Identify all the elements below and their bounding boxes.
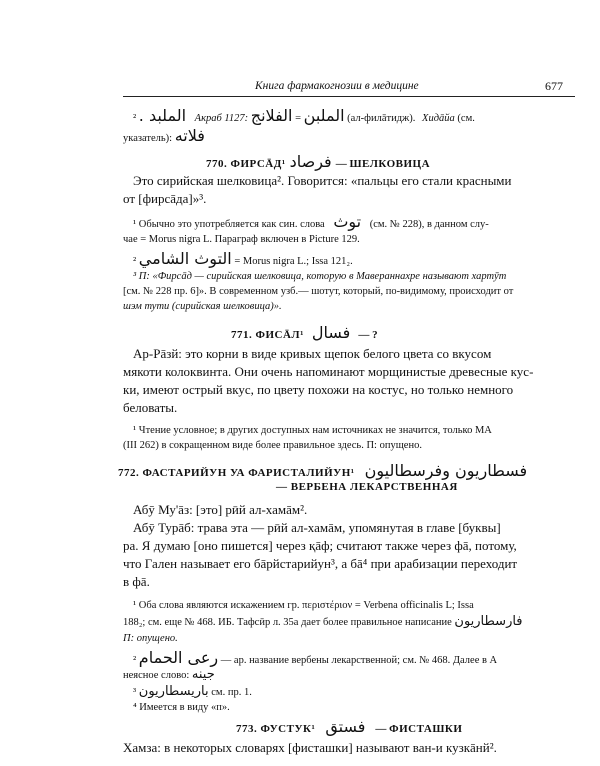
entry-772-heading-2: — ВЕРБЕНА ЛЕКАРСТВЕННАЯ <box>276 481 458 493</box>
entry-772-fn2-line1: ² رعى الحمام — ар. название вербены лекарственной; см. № 468. Далее в А <box>133 648 498 667</box>
footnote-top-line2: указатель): فلاته <box>123 126 205 145</box>
entry-770-text-1: Это сирийская шелковица². Говорится: «пальцы его стали красными <box>133 173 512 188</box>
page-number: 677 <box>545 79 563 93</box>
entry-770-text-2: от [фирсāда]»³. <box>123 191 207 206</box>
entry-772-text-4: что Гален называет его бāрйстарийун³, а бā⁴ при арабизации переходит <box>123 556 518 571</box>
entry-772-heading: 772. ФАСТАРИЙУН УА ФАРИСТАЛИЙУН¹ فسطاريون وفرسطاليون <box>118 461 528 480</box>
entry-770-heading: 770. ФИРСĀД¹ فرصاد — ШЕЛКОВИЦА <box>206 152 431 171</box>
header-rule <box>123 96 575 97</box>
entry-772-fn3: ³ باريسطاريون см. пр. 1. <box>133 684 252 699</box>
entry-770-fn1-line2: чае = Morus nigra L. Параграф включен в Picture 129. <box>123 234 360 245</box>
running-header: Книга фармакогнозии в медицине <box>255 80 419 92</box>
footnote-top-line1: ² الملبد . Акраб 1127: الملبن = الفلانج (ал-филāтидж). Хидāйа (см. <box>133 106 475 125</box>
entry-771-text-1: Ар-Рāзй: это корни в виде кривых щепок белого цвета со вкусом <box>133 346 492 361</box>
entry-772-fn4: ⁴ Имеется в виду «п». <box>133 702 230 713</box>
entry-772-text-3: ра. Я думаю [оно пишется] через қāф; считают также через фā, потому, <box>123 538 517 553</box>
entry-770-fn3-line2: [см. № 228 пр. 6]». В современном узб.— шотут, который, по-видимому, происходит от <box>123 286 514 297</box>
entry-770-fn3-line1: ³ П: «Фирсāд — сирийская шелковица, которую в Мавераннахре называют хартӯт <box>133 271 507 282</box>
entry-771-fn1-line1: ¹ Чтение условное; в других доступных нам источниках не значится, только MA <box>133 425 492 436</box>
entry-772-fn2-line2: неясное слово: جينه <box>123 667 215 682</box>
entry-772-text-2: Абӯ Турāб: трава эта — рӣй ал-хамāм, упомянутая в главе [буквы] <box>133 520 501 535</box>
entry-772-fn1-line1: ¹ Оба слова являются искажением гр. περιστέριον = Verbena officinalis L; Issa <box>133 600 474 611</box>
entry-770-fn2: ² التوث الشامي = Morus nigra L.; Issa 121₂. <box>133 249 353 268</box>
entry-772-fn1-line2: 188₂; см. еще № 468. ИБ. Тафсӣр л. 35а дает более правильное написание فارسطاريون <box>123 614 523 629</box>
entry-770-fn1-line1: ¹ Обычно это употребляется как син. слова توث (см. № 228), в данном слу- <box>133 212 489 231</box>
entry-771-text-4: беловаты. <box>123 400 178 415</box>
entry-771-text-2: мякоти колоквинта. Они очень напоминают морщинистые древесные кус- <box>123 364 534 379</box>
entry-773-heading: 773. ФУСТУК¹ فستق — ФИСТАШКИ <box>236 717 463 736</box>
entry-773-text-1: Хамза: в некоторых словарях [фисташки] называют ван-и кузкāнй². <box>123 740 497 755</box>
entry-771-heading: 771. ФИСĀЛ¹ فسال — ? <box>231 323 378 342</box>
entry-771-text-3: ки, имеют острый вкус, по цвету похожи на костус, но только немного <box>123 382 514 397</box>
entry-772-fn1-line3: П: опущено. <box>123 633 178 644</box>
entry-771-fn1-line2: (III 262) в сокращенном виде более правильное здесь. П: опущено. <box>123 440 422 451</box>
entry-770-fn3-line3: шэм тути (сирийская шелковица)». <box>123 301 282 312</box>
entry-772-text-5: в фā. <box>123 574 150 589</box>
entry-772-text-1: Абӯ Му'āз: [это] рӣй ал-хамāм². <box>133 502 308 517</box>
